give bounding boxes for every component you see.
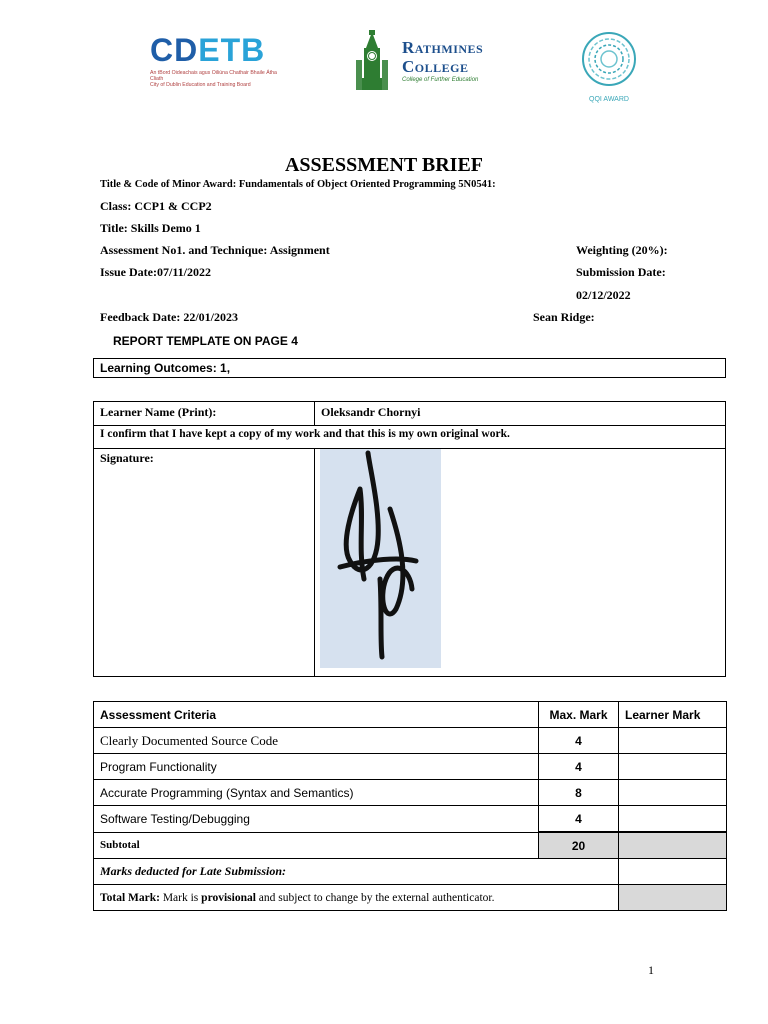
table-row [94, 754, 727, 780]
cdetb-sub-irish: An tBord Oideachais agus Oiliúna Chathair Bhaile Átha Cliath [150, 70, 277, 82]
issue-date-field: Issue Date:07/11/2022 [100, 265, 211, 279]
qqi-award-logo [578, 28, 640, 108]
criterion-max-mark: 4 [539, 728, 619, 754]
learner-declaration-table [93, 401, 726, 677]
total-mark-note: Total Mark: Mark is provisional and subject to change by the external authenticator. [94, 885, 619, 911]
submission-date-value: 02/12/2022 [576, 288, 631, 302]
subtotal-value: 20 [539, 832, 619, 859]
college-name-line2: College [402, 57, 469, 76]
criterion-max-mark: 4 [539, 754, 619, 780]
clock-tower-icon [354, 30, 390, 92]
subtotal-label: Subtotal [94, 832, 539, 859]
rathmines-college-logo [354, 30, 514, 92]
assessment-technique-field: Assessment No1. and Technique: Assignment [100, 243, 330, 257]
criterion-max-mark: 8 [539, 780, 619, 806]
report-template-note: REPORT TEMPLATE ON PAGE 4 [113, 334, 298, 348]
signature-image [320, 449, 441, 668]
criterion-max-mark: 4 [539, 806, 619, 833]
learner-mark-header: Learner Mark [619, 702, 727, 728]
table-row [94, 780, 727, 806]
assessment-criteria-table [93, 701, 727, 911]
learner-name-value: Oleksandr Chornyi [321, 405, 421, 419]
college-name-line1: Rathmines [402, 38, 484, 57]
class-field: Class: CCP1 & CCP2 [100, 199, 212, 213]
originality-confirmation: I confirm that I have kept a copy of my work and that this is my own original work. [100, 428, 510, 440]
learner-mark-cell[interactable] [619, 780, 727, 806]
college-tagline: College of Further Education [402, 77, 479, 83]
total-row [94, 885, 727, 911]
weighting-field: Weighting (20%): [576, 243, 668, 257]
total-mark-cell [619, 885, 727, 911]
table-row [94, 806, 727, 833]
learner-mark-cell[interactable] [619, 728, 727, 754]
assessor-field: Sean Ridge: [533, 310, 595, 324]
criterion-name: Clearly Documented Source Code [94, 728, 539, 754]
criterion-name: Accurate Programming (Syntax and Semantics) [94, 780, 539, 806]
table-header-row [94, 702, 727, 728]
feedback-date-field: Feedback Date: 22/01/2023 [100, 310, 238, 324]
page-number: 1 [648, 963, 654, 977]
late-submission-label: Marks deducted for Late Submission: [94, 859, 619, 885]
learner-name-label: Learner Name (Print): [100, 405, 217, 419]
submission-date-label: Submission Date: [576, 265, 666, 279]
learner-mark-cell[interactable] [619, 806, 727, 833]
signature-label: Signature: [100, 451, 154, 465]
subtotal-learner-cell [619, 832, 727, 859]
max-mark-header: Max. Mark [539, 702, 619, 728]
learning-outcomes-box: Learning Outcomes: 1, [93, 358, 726, 378]
cdetb-logo-etb: ETB [198, 32, 266, 68]
subtotal-row [94, 832, 727, 859]
table-row [94, 728, 727, 754]
minor-award-field: Title & Code of Minor Award: Fundamentals of Object Oriented Programming 5N0541: [100, 179, 496, 190]
title-field: Title: Skills Demo 1 [100, 221, 201, 235]
criterion-name: Program Functionality [94, 754, 539, 780]
cdetb-logo [150, 34, 285, 92]
cdetb-logo-cd: CD [150, 32, 199, 68]
total-mark-label: Total Mark: [100, 891, 160, 904]
cdetb-sub-english: City of Dublin Education and Training Board [150, 82, 251, 88]
late-deduction-cell[interactable] [619, 859, 727, 885]
late-submission-row [94, 859, 727, 885]
qqi-award-label: QQI AWARD [589, 96, 629, 103]
criteria-header: Assessment Criteria [94, 702, 539, 728]
qqi-swirl-icon [578, 28, 640, 90]
learner-mark-cell[interactable] [619, 754, 727, 780]
page-title: ASSESSMENT BRIEF [284, 154, 484, 176]
criterion-name: Software Testing/Debugging [94, 806, 539, 833]
